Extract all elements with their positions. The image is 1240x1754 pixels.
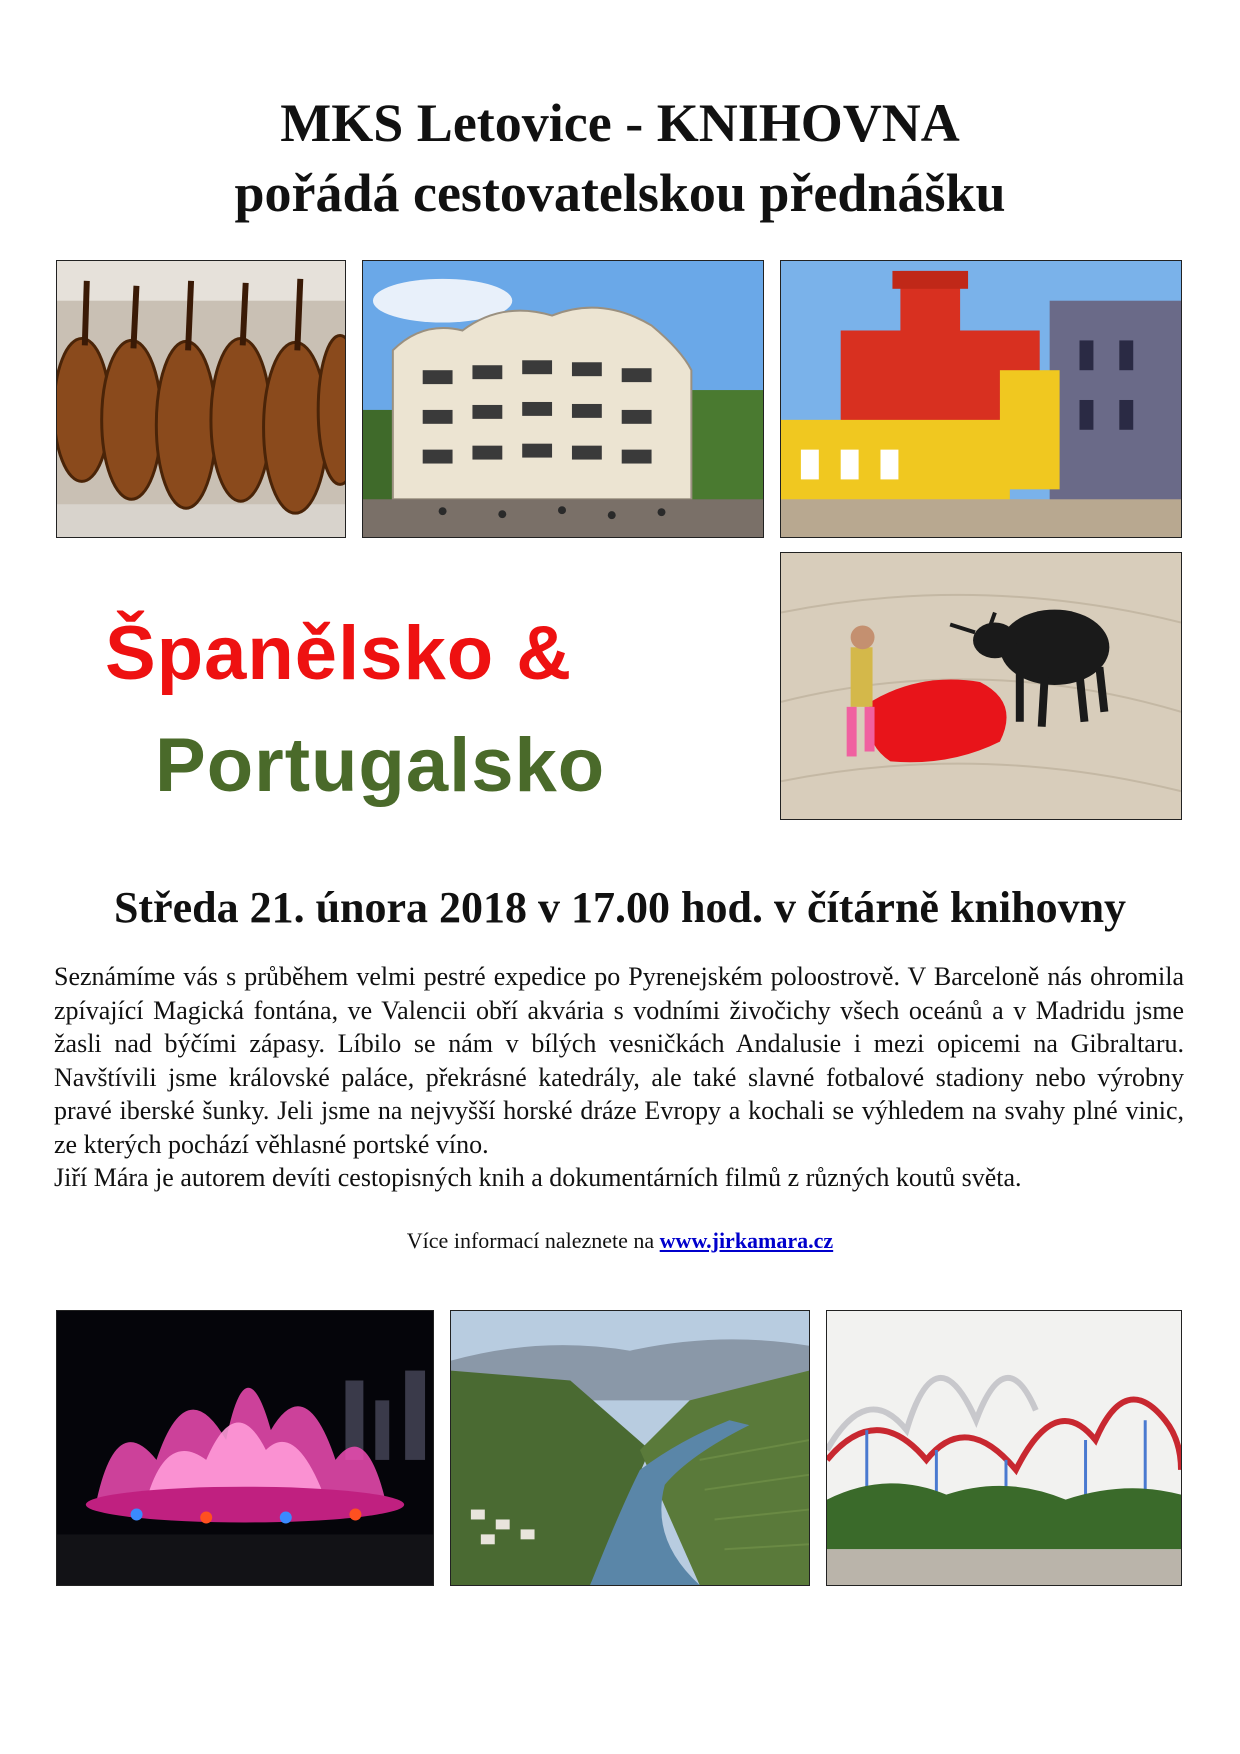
title-portugal: Portugalsko xyxy=(155,723,606,808)
event-description xyxy=(54,960,1184,1195)
photo-douro-valley xyxy=(450,1310,810,1586)
website-link[interactable]: www.jirkamara.cz xyxy=(659,1228,834,1253)
header-line-1: MKS Letovice - KNIHOVNA xyxy=(280,93,960,153)
event-date-line: Středa 21. února 2018 v 17.00 hod. v čítárně knihovny xyxy=(113,883,1127,932)
header-line-2: pořádá cestovatelskou přednášku xyxy=(234,163,1006,223)
author-text: Jiří Mára je autorem devíti cestopisných knih a dokumentárních filmů z různých koutů světa. xyxy=(54,1163,1022,1192)
more-info-line xyxy=(0,1228,1240,1254)
title-spain: Španělsko & xyxy=(105,611,573,696)
photo-pena-palace-sintra xyxy=(780,260,1182,538)
description-text: Seznámíme vás s průběhem velmi pestré expedice po Pyrenejském poloostrově. V Barceloně nás ohromila zpívající Magická fontána, ve Valencii obří akvária s vodními živočichy všech oceánů a v Madridu jsme žasli nad býčími zápasy. Líbilo se nám v bílých vesničkách Andalusie i mezi opicemi na Gibraltaru. Navštívili jsme královské paláce, překrásné katedrály, ale také slavné fotbalové stadiony nebo výrobny pravé iberské šunky. Jeli jsme na nejvyšší horské dráze Evropy a kochali se výhledem na svahy plné vinic, ze kterých pochází věhlasné portské víno. xyxy=(54,962,1184,1159)
photo-casa-mila-barcelona xyxy=(362,260,764,538)
photo-roller-coaster xyxy=(826,1310,1182,1586)
photo-bullfight xyxy=(780,552,1182,820)
photo-magic-fountain xyxy=(56,1310,434,1586)
more-info-prefix: Více informací naleznete na xyxy=(406,1228,655,1253)
photo-iberian-hams xyxy=(56,260,346,538)
